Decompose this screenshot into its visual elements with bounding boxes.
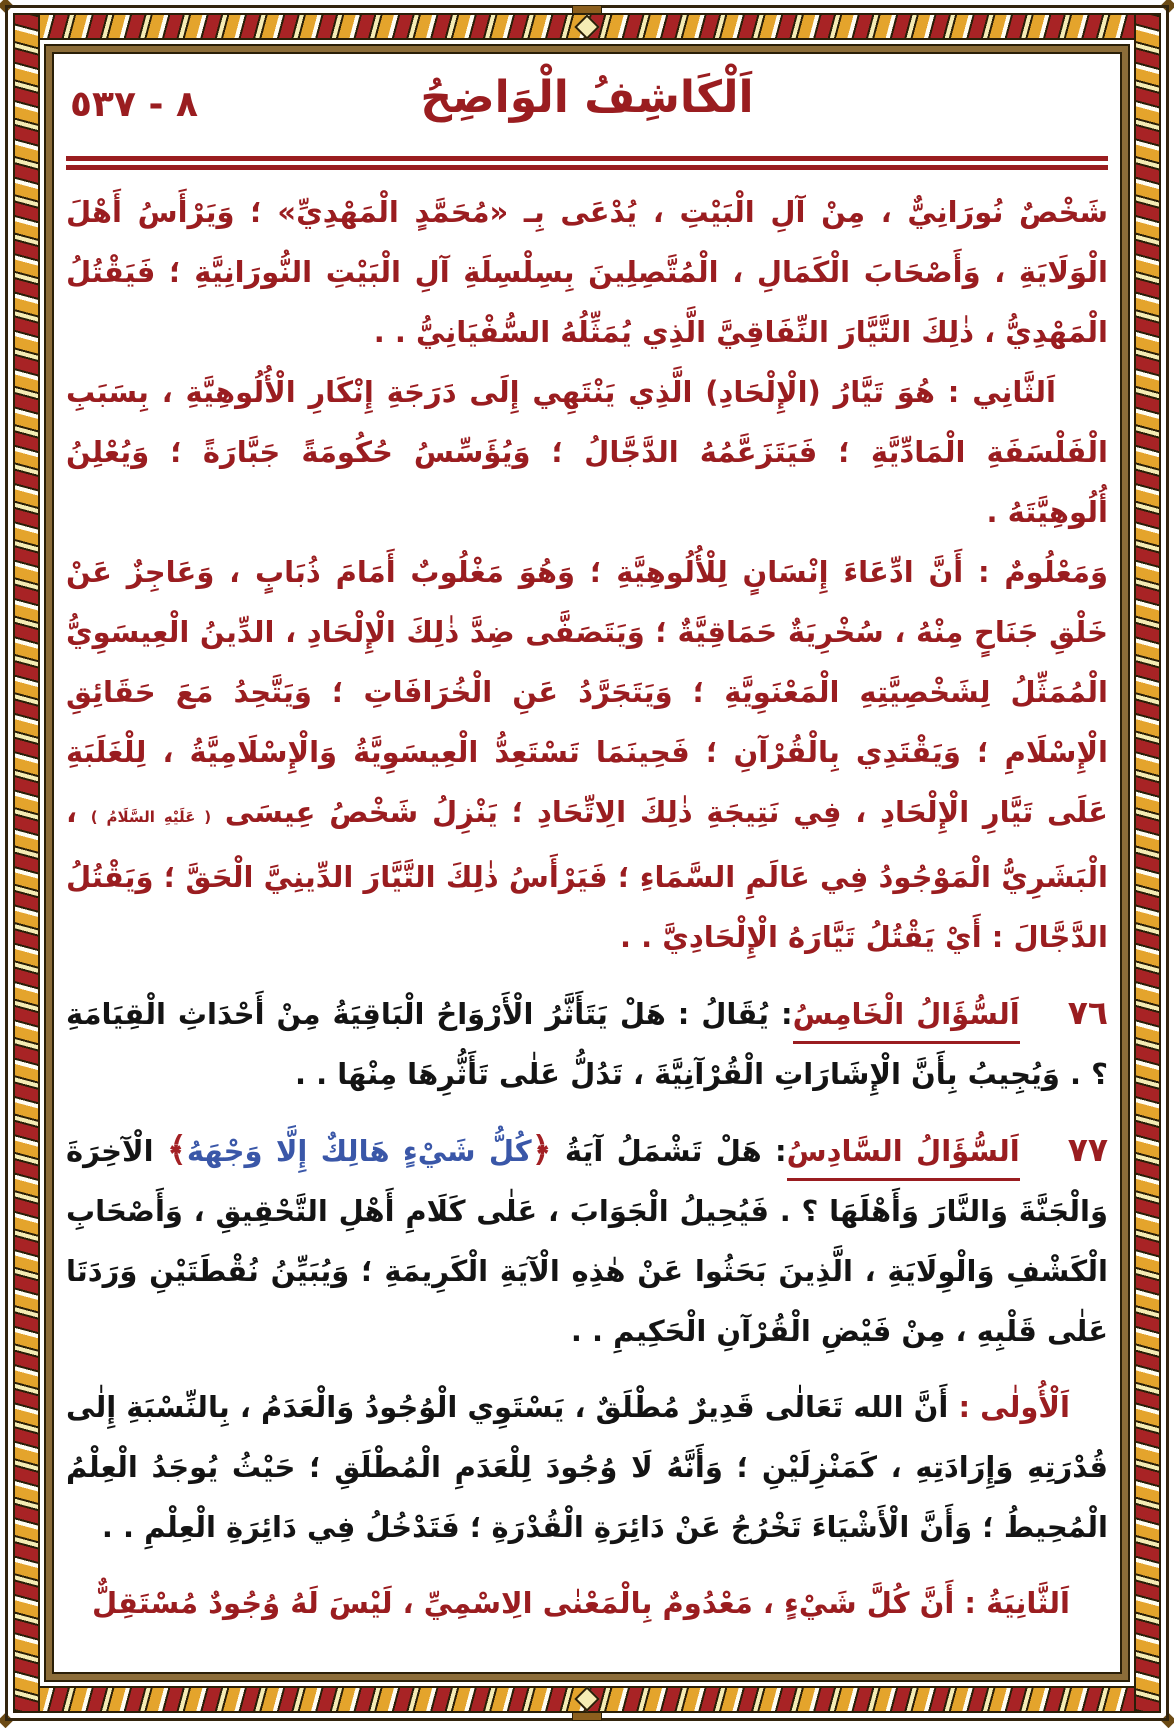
question-76-text: : يُقَالُ : هَلْ يَتَأَثَّرُ الْأَرْوَاحُ الْبَاقِيَةُ مِنْ أَحْدَاثِ الْقِيَامَةِ ؟ . وَيُجِيبُ بِأَنَّ الْإِشَارَاتِ الْقُرْآنِيَّةَ ، تَدُلُّ عَلٰى تَأَثُّرِهَا مِنْهَا . . (66, 997, 1108, 1091)
question-77-heading: اَلسُّؤَالُ السَّادِسُ (787, 1134, 1020, 1181)
paragraph-text-after-seal: ، الْبَشَرِيُّ الْمَوْجُودُ فِي عَالَمِ السَّمَاءِ ؛ فَيَرْأَسُ ذٰلِكَ التَّيَّارَ الدِّينِيَّ الْحَقَّ ؛ وَيَقْتُلُ الدَّجَّالَ : أَيْ يَقْتُلُ تَيَّارَهُ الْإِلْحَادِيَّ . . (66, 795, 1108, 954)
paragraph-second-current: اَلثَّانِي : هُوَ تَيَّارُ (الْإِلْحَادِ) الَّذِي يَنْتَهِي إِلَى دَرَجَةِ إِنْكَارِ الْأُلُوهِيَّةِ ، بِسَبَبِ الْفَلْسَفَةِ الْمَادِّيَّةِ ؛ فَيَتَزَعَّمُهُ الدَّجَّالُ ؛ وَيُؤَسِّسُ حُكُومَةً جَبَّارَةً ؛ وَيُعْلِنُ أُلُوهِيَّتَهُ . (66, 375, 1108, 529)
border-chain-left (13, 13, 40, 1713)
point-first-label: اَلْأُولٰى : (948, 1390, 1070, 1424)
corner-ornament (1161, 0, 1174, 13)
question-77-tail: الْآخِرَةَ وَالْجَنَّةَ وَالنَّارَ وَأَهْلَهَا ؟ . فَيُحِيلُ الْجَوَابَ ، عَلٰى كَلَامِ أَهْلِ التَّحْقِيقِ ، وَأَصْحَابِ الْكَشْفِ وَالْوِلَايَةِ ، الَّذِينَ بَحَثُوا عَنْ هٰذِهِ الْآيَةِ الْكَرِيمَةِ ؛ وَيُبَيِّنُ نُقْطَتَيْنِ وَرَدَتَا عَلٰى قَلْبِهِ ، مِنْ فَيْضِ الْقُرْآنِ الْحَكِيمِ . . (66, 1134, 1108, 1348)
page-header (66, 60, 1108, 156)
page-number: ٨ - ٥٣٧ (70, 84, 198, 125)
corner-ornament (0, 0, 13, 13)
paragraph-text-before-seal: وَمَعْلُومٌ : أَنَّ ادِّعَاءَ إِنْسَانٍ لِلْأُلُوهِيَّةِ ؛ وَهُوَ مَغْلُوبٌ أَمَامَ ذُبَابٍ ، وَعَاجِزٌ عَنْ خَلْقِ جَنَاحٍ مِنْهُ ، سُخْرِيَةٌ حَمَاقِيَّةٌ ؛ وَيَتَصَفَّى ضِدَّ ذٰلِكَ الْإِلْحَادِ ، الدِّينُ الْعِيسَوِيُّ الْمُمَثِّلُ لِشَخْصِيَّتِهِ الْمَعْنَوِيَّةِ ؛ وَيَتَجَرَّدُ عَنِ الْخُرَافَاتِ ؛ وَيَتَّحِدُ مَعَ حَقَائِقِ الْإِسْلَامِ ؛ وَيَقْتَدِي بِالْقُرْآنِ ؛ فَحِينَمَا تَسْتَعِدُّ الْعِيسَوِيَّةُ وَالْإِسْلَامِيَّةُ ، لِلْغَلَبَةِ عَلَى تَيَّارِ الْإِلْحَادِ ، فِي نَتِيجَةِ ذٰلِكَ الِاتِّحَادِ ؛ يَنْزِلُ شَخْصُ عِيسَى (66, 555, 1108, 829)
alayhi-assalam-seal: ( عَلَيْهِ السَّلَامُ ) (90, 808, 212, 826)
question-76-heading: اَلسُّؤَالُ الْخَامِسُ (793, 997, 1020, 1044)
page-title: اَلْكَاشِفُ الْوَاضِحُ (420, 72, 754, 123)
question-76-number: ٧٦ (1067, 993, 1108, 1032)
page-content (66, 60, 1108, 1666)
question-77-lead: : هَلْ تَشْمَلُ آيَةُ (551, 1134, 787, 1168)
paragraph-atheism-jesus (66, 542, 1108, 967)
question-77 (66, 1120, 1108, 1361)
question-76 (66, 983, 1108, 1104)
point-first-text: أَنَّ الله تَعَالٰى قَدِيرٌ مُطْلَقٌ ، يَسْتَوِي الْوُجُودُ وَالْعَدَمُ ، بِالنِّسْبَةِ إِلٰى قُدْرَتِهِ وَإِرَادَتِهِ ، كَمَنْزِلَيْنِ ؛ وَأَنَّهُ لَا وُجُودَ لِلْعَدَمِ الْمُطْلَقِ ؛ حَيْثُ يُوجَدُ الْعِلْمُ الْمُحِيطُ ؛ وَأَنَّ الْأَشْيَاءَ تَخْرُجُ عَنْ دَائِرَةِ الْقُدْرَةِ ؛ فَتَدْخُلُ فِي دَائِرَةِ الْعِلْمِ . . (66, 1390, 1108, 1544)
verse-open-bracket: ﴿ (531, 1130, 552, 1170)
point-second: اَلثَّانِيَةُ : أَنَّ كُلَّ شَيْءٍ ، مَعْدُومٌ بِالْمَعْنٰى الِاسْمِيِّ ، لَيْسَ لَهُ وُجُودٌ مُسْتَقِلٌّ (92, 1586, 1070, 1620)
point-first (66, 1377, 1108, 1557)
paragraph-mahdi: شَخْصٌ نُورَانِيٌّ ، مِنْ آلِ الْبَيْتِ ، يُدْعَى بِـ «مُحَمَّدٍ الْمَهْدِيِّ» ؛ وَيَرْأَسُ أَهْلَ الْوَلَايَةِ ، وَأَصْحَابَ الْكَمَالِ ، الْمُتَّصِلِينَ بِسِلْسِلَةِ آلِ الْبَيْتِ النُّورَانِيَّةِ ؛ فَيَقْتُلُ الْمَهْدِيُّ ، ذٰلِكَ التَّيَّارَ النِّفَاقِيَّ الَّذِي يُمَثِّلُهُ السُّفْيَانِيُّ . . (66, 195, 1108, 349)
quran-verse: كُلُّ شَيْءٍ هَالِكٌ إِلَّا وَجْهَهُ (186, 1134, 532, 1168)
verse-close-bracket: ﴾ (166, 1130, 187, 1170)
border-chain-right (1134, 13, 1161, 1713)
header-rule (66, 156, 1108, 170)
question-77-number: ٧٧ (1067, 1130, 1108, 1169)
